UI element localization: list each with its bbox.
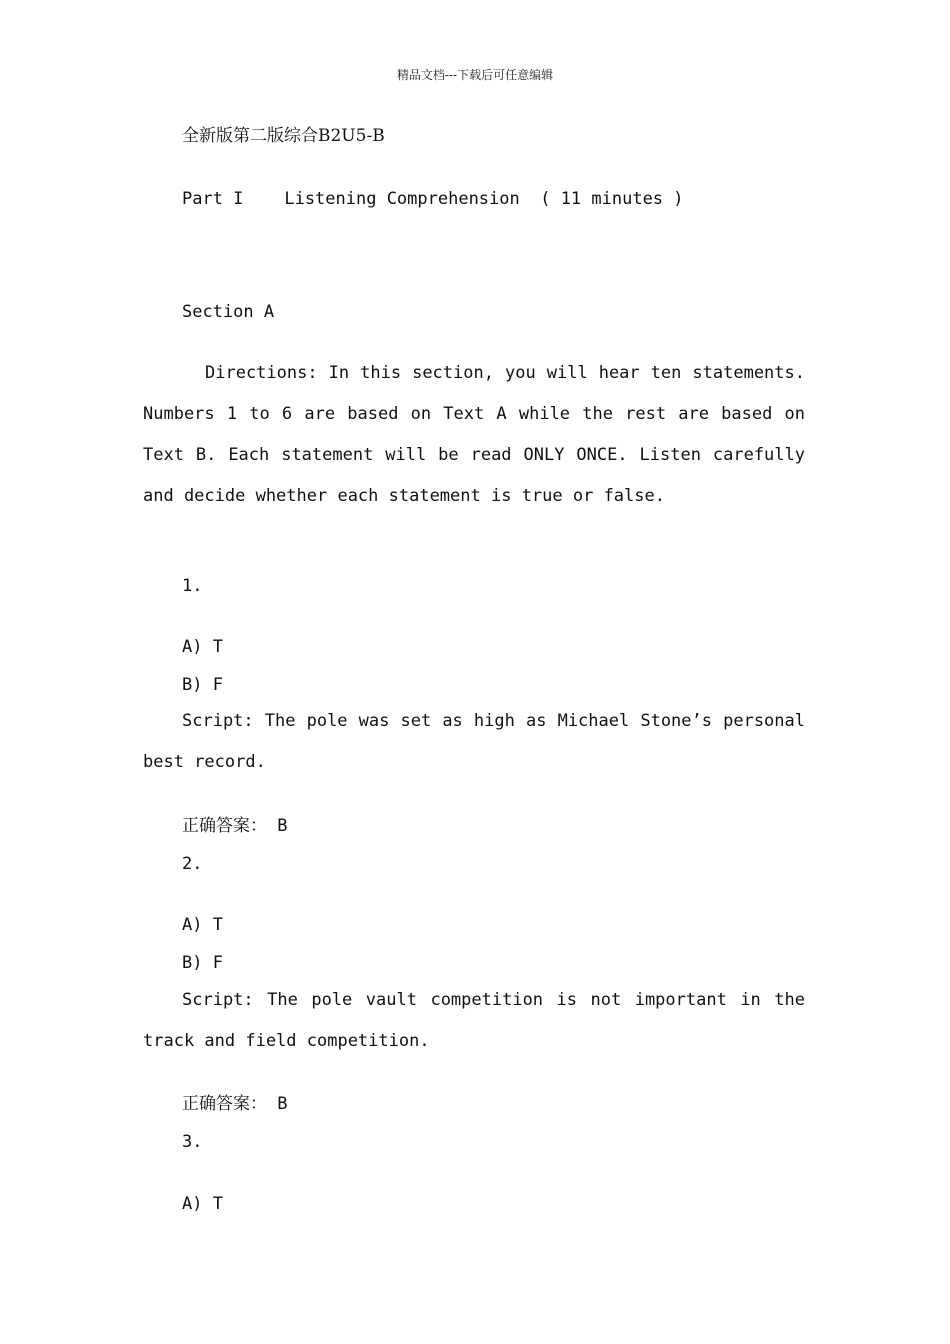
section-heading: Section A bbox=[182, 302, 275, 322]
question-2-option-a: A) T bbox=[182, 915, 223, 935]
question-2-number: 2. bbox=[182, 854, 203, 874]
part-heading: Part I Listening Comprehension ( 11 minutes ) bbox=[182, 189, 684, 209]
question-1-option-b: B) F bbox=[182, 675, 223, 695]
question-1-option-a: A) T bbox=[182, 637, 223, 657]
directions-paragraph: Directions: In this section, you will hear ten statements. Numbers 1 to 6 are based on Text A while the rest are based on Text B. Each statement will be read ONLY ONCE. Listen carefully and decide whether each statement is true or false. bbox=[143, 363, 805, 506]
question-2-script: Script: The pole vault competition is not important in the track and field competition. bbox=[143, 990, 805, 1051]
question-2-answer: 正确答案： B bbox=[182, 1094, 288, 1114]
question-3-number: 3. bbox=[182, 1132, 203, 1152]
document-title: 全新版第二版综合B2U5-B bbox=[182, 126, 385, 146]
question-1-answer: 正确答案： B bbox=[182, 816, 288, 836]
question-2-option-b: B) F bbox=[182, 953, 223, 973]
page-header: 精品文档---下载后可任意编辑 bbox=[396, 68, 554, 82]
question-3-option-a: A) T bbox=[182, 1194, 223, 1214]
question-1-number: 1. bbox=[182, 576, 203, 596]
question-1-script: Script: The pole was set as high as Michael Stone’s personal best record. bbox=[143, 711, 805, 772]
